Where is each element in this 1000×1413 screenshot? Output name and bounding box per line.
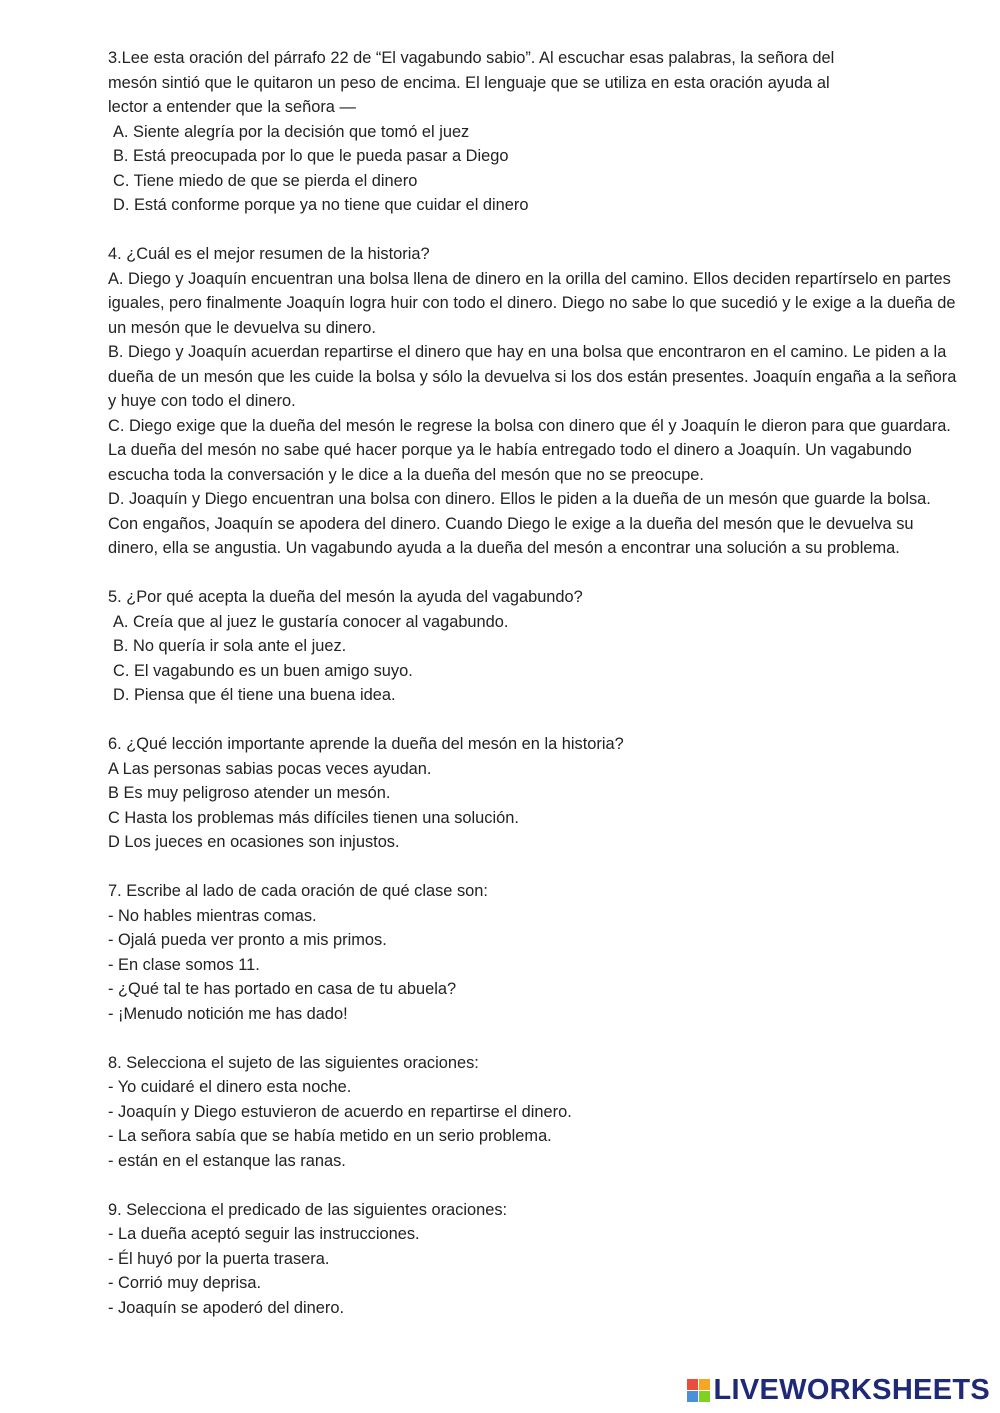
- question-9-prompt: 9. Selecciona el predicado de las siguientes oraciones:: [108, 1200, 508, 1219]
- question-3-option-d: D. Está conforme porque ya no tiene que cuidar el dinero: [113, 196, 529, 214]
- question-4-option-a: A. Diego y Joaquín encuentran una bolsa llena de dinero en la orilla del camino. Ellos deciden repartírselo en partes iguales, pero finalmente Joaquín logra huir con todo el dinero. Diego no sabe lo que sucedió y le exige a la dueña de un mesón que le devuelva su dinero.: [108, 269, 956, 337]
- question-6-option-c: C Hasta los problemas más difíciles tienen una solución.: [108, 808, 519, 827]
- question-7-prompt: 7. Escribe al lado de cada oración de qué clase son:: [108, 882, 488, 900]
- logo-square-orange: [699, 1379, 710, 1390]
- question-8: [108, 1051, 958, 1174]
- question-4: [108, 242, 958, 561]
- logo-square-red: [687, 1379, 698, 1390]
- question-5-option-d: D. Piensa que él tiene una buena idea.: [113, 686, 396, 704]
- question-3-text-line: 3.Lee esta oración del párrafo 22 de “El vagabundo sabio”. Al escuchar esas palabras, la señora del: [108, 49, 835, 67]
- question-4-option-d: D. Joaquín y Diego encuentran una bolsa con dinero. Ellos le piden a la dueña de un mesón que guarde la bolsa. Con engaños, Joaquín se apodera del dinero. Cuando Diego le exige a la dueña del mesón que le devuelva su dinero, ella se angustia. Un vagabundo ayuda a la dueña del mesón a encontrar una solución a su problema.: [108, 490, 931, 557]
- question-3-option-a: A. Siente alegría por la decisión que tomó el juez: [113, 122, 470, 141]
- question-9-sentence: - La dueña aceptó seguir las instrucciones.: [108, 1225, 420, 1243]
- logo-square-blue: [687, 1391, 698, 1402]
- question-5-option-a: A. Creía que al juez le gustaría conocer al vagabundo.: [113, 612, 509, 631]
- question-8-sentence: - están en el estanque las ranas.: [108, 1151, 346, 1170]
- question-5-option-c: C. El vagabundo es un buen amigo suyo.: [113, 661, 413, 680]
- question-7-sentence: - ¿Qué tal te has portado en casa de tu abuela?: [108, 980, 457, 998]
- question-6-option-d: D Los jueces en ocasiones son injustos.: [108, 833, 400, 851]
- question-4-prompt: 4. ¿Cuál es el mejor resumen de la historia?: [108, 245, 430, 263]
- question-3-option-c: C. Tiene miedo de que se pierda el dinero: [113, 171, 418, 190]
- question-5-option-b: B. No quería ir sola ante el juez.: [113, 637, 347, 655]
- question-6-prompt: 6. ¿Qué lección importante aprende la dueña del mesón en la historia?: [108, 735, 624, 753]
- question-6: [108, 732, 958, 855]
- question-7-sentence: - Ojalá pueda ver pronto a mis primos.: [108, 931, 387, 949]
- question-4-option-c: C. Diego exige que la dueña del mesón le regrese la bolsa con dinero que él y Joaquín le dieron para que guardara. La dueña del mesón no sabe qué hacer porque ya le había entregado todo el dinero a Joaquín. Un vagabundo escucha toda la conversación y le dice a la dueña del mesón que no se preocupe.: [108, 416, 951, 484]
- logo-square-green: [699, 1391, 710, 1402]
- liveworksheets-logo-text: LIVEWORKSHEETS: [713, 1374, 990, 1406]
- question-9-sentence: - Él huyó por la puerta trasera.: [108, 1249, 330, 1268]
- question-9-sentence: - Corrió muy deprisa.: [108, 1274, 262, 1292]
- question-3-text-line: mesón sintió que le quitaron un peso de encima. El lenguaje que se utiliza en esta oración ayuda al: [108, 73, 830, 92]
- question-7: [108, 879, 958, 1026]
- question-5: [108, 585, 958, 708]
- worksheet-page: [108, 46, 958, 1345]
- question-7-sentence: - No hables mientras comas.: [108, 906, 317, 925]
- liveworksheets-logo[interactable]: [687, 1373, 991, 1407]
- question-7-sentence: - ¡Menudo notición me has dado!: [108, 1004, 348, 1023]
- question-3-option-b: B. Está preocupada por lo que le pueda pasar a Diego: [113, 147, 509, 165]
- question-8-sentence: - La señora sabía que se había metido en un serio problema.: [108, 1127, 552, 1145]
- question-8-sentence: - Yo cuidaré el dinero esta noche.: [108, 1078, 352, 1096]
- question-9-sentence: - Joaquín se apoderó del dinero.: [108, 1298, 345, 1317]
- question-3: [108, 46, 958, 218]
- question-3-text-line: lector a entender que la señora —: [108, 98, 356, 116]
- question-7-sentence: - En clase somos 11.: [108, 955, 260, 974]
- liveworksheets-logo-icon: [687, 1379, 710, 1402]
- question-5-prompt: 5. ¿Por qué acepta la dueña del mesón la ayuda del vagabundo?: [108, 588, 583, 606]
- question-9: [108, 1198, 958, 1321]
- question-8-sentence: - Joaquín y Diego estuvieron de acuerdo en repartirse el dinero.: [108, 1102, 572, 1121]
- question-8-prompt: 8. Selecciona el sujeto de las siguientes oraciones:: [108, 1053, 479, 1072]
- question-6-option-a: A Las personas sabias pocas veces ayudan.: [108, 759, 432, 778]
- question-6-option-b: B Es muy peligroso atender un mesón.: [108, 784, 391, 802]
- question-4-option-b: B. Diego y Joaquín acuerdan repartirse el dinero que hay en una bolsa que encontraron en el camino. Le piden a la dueña de un mesón que les cuide la bolsa y sólo la devuelva si los dos están presentes. Joaquín engaña a la señora y huye con todo el dinero.: [108, 343, 957, 410]
